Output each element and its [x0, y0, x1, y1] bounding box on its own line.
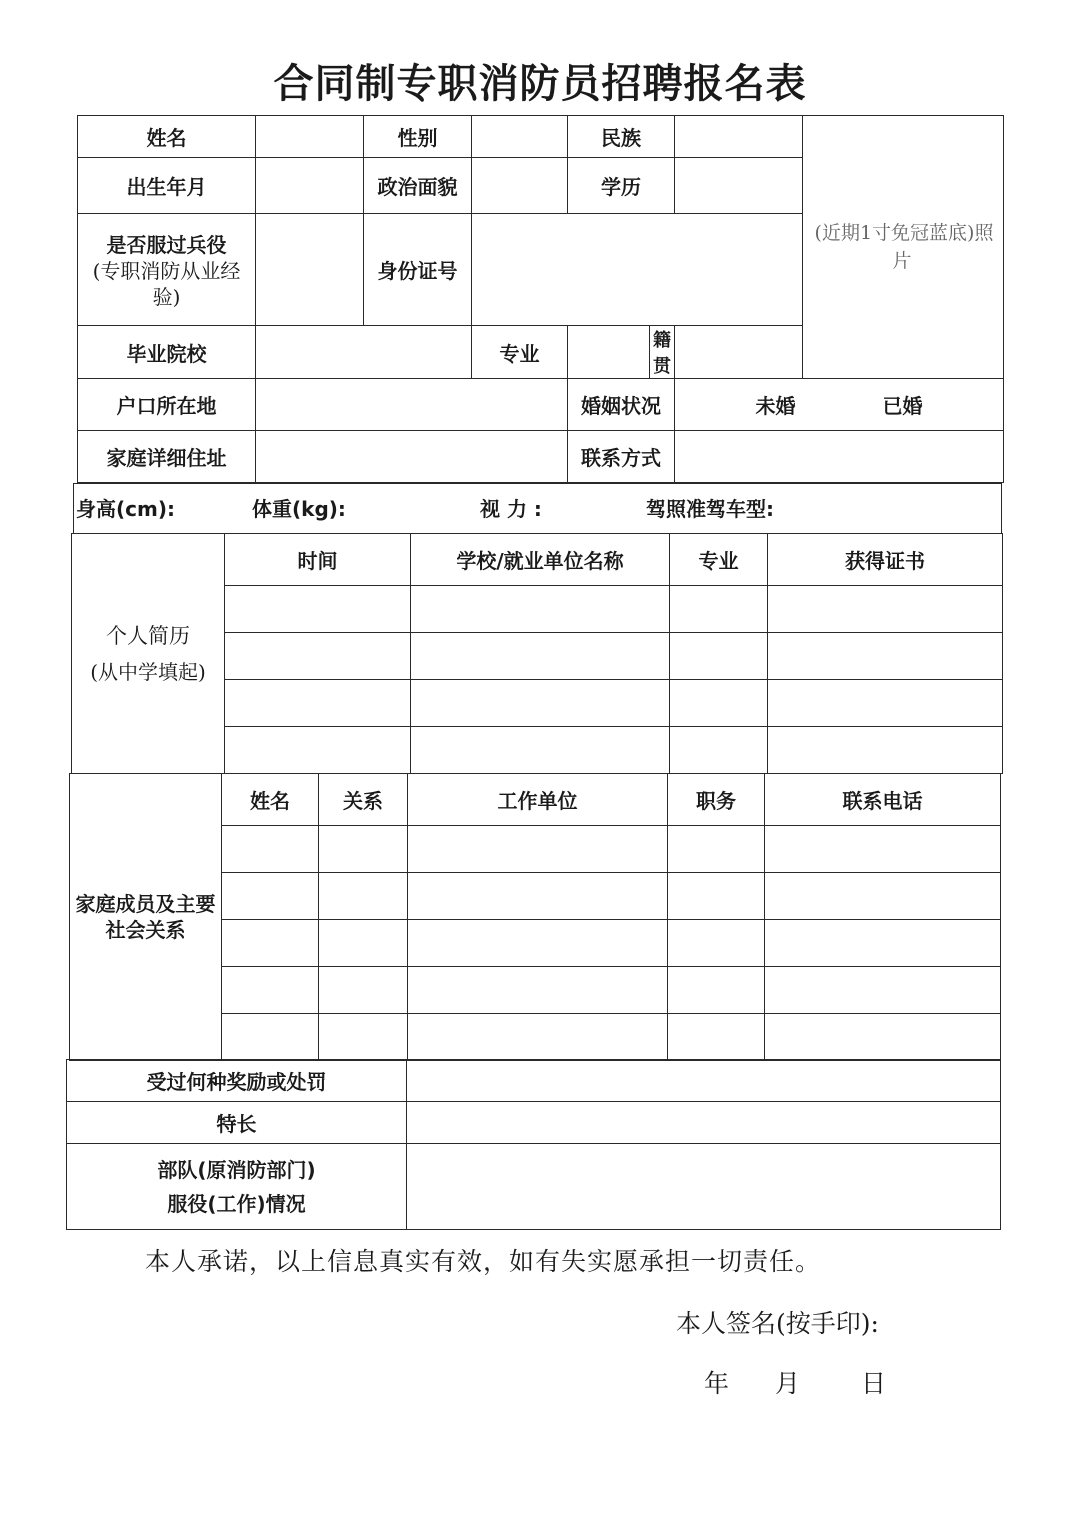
field-service[interactable] — [407, 1144, 1001, 1230]
field-contact[interactable] — [675, 431, 1004, 483]
label-height: 身高(cm): — [76, 497, 175, 521]
label-ethnicity: 民族 — [568, 116, 675, 158]
family-header-employer: 工作单位 — [408, 774, 668, 826]
resume-header-certificate: 获得证书 — [768, 534, 1003, 586]
field-education[interactable] — [675, 158, 803, 214]
measurements-row[interactable] — [74, 484, 1002, 534]
basic-info-table — [77, 115, 1004, 483]
label-specialty: 特长 — [67, 1102, 407, 1144]
label-resume-text: 个人简历 — [106, 623, 190, 648]
field-hukou[interactable] — [256, 379, 568, 431]
field-awards[interactable] — [407, 1060, 1001, 1102]
label-marital: 婚姻状况 — [568, 379, 675, 431]
family-header-phone: 联系电话 — [765, 774, 1001, 826]
label-name: 姓名 — [78, 116, 256, 158]
field-major[interactable] — [568, 326, 650, 379]
label-service — [67, 1144, 407, 1230]
label-military-note: (专职消防从业经验) — [92, 259, 241, 309]
field-ethnicity[interactable] — [675, 116, 803, 158]
field-military[interactable] — [256, 214, 364, 326]
field-specialty[interactable] — [407, 1102, 1001, 1144]
label-gender: 性别 — [364, 116, 472, 158]
photo-label: (近期1寸免冠蓝底)照片 — [814, 222, 994, 272]
label-military — [78, 214, 256, 326]
pledge-text: 本人承诺，以上信息真实有效，如有失实愿承担一切责任。 — [145, 1247, 822, 1276]
label-hukou: 户口所在地 — [78, 379, 256, 431]
field-marital[interactable] — [675, 379, 1004, 431]
label-service-line2: 服役(工作)情况 — [167, 1191, 306, 1216]
option-married[interactable]: 已婚 — [882, 394, 923, 418]
family-header-position: 职务 — [668, 774, 765, 826]
label-awards: 受过何种奖励或处罚 — [67, 1060, 407, 1102]
resume-header-major: 专业 — [670, 534, 768, 586]
form-title: 合同制专职消防员招聘报名表 — [273, 61, 807, 107]
date-year: 年 — [704, 1369, 730, 1398]
field-native-place[interactable] — [675, 326, 803, 379]
label-education: 学历 — [568, 158, 675, 214]
date-month: 月 — [775, 1369, 801, 1398]
photo-box[interactable] — [803, 116, 1004, 379]
label-military-text: 是否服过兵役 — [106, 233, 227, 257]
label-major: 专业 — [472, 326, 568, 379]
extra-info-table — [66, 1059, 1001, 1230]
label-license: 驾照准驾车型: — [646, 497, 774, 521]
label-political: 政治面貌 — [364, 158, 472, 214]
label-birth: 出生年月 — [78, 158, 256, 214]
field-name[interactable] — [256, 116, 364, 158]
signature-label: 本人签名(按手印): — [676, 1309, 879, 1338]
family-header-relation: 关系 — [319, 774, 408, 826]
resume-table — [71, 533, 1003, 774]
label-vision: 视 力 : — [480, 497, 542, 521]
family-table — [69, 773, 1001, 1061]
option-unmarried[interactable]: 未婚 — [755, 394, 796, 418]
label-id-number: 身份证号 — [364, 214, 472, 326]
family-header-name: 姓名 — [222, 774, 319, 826]
date-day: 日 — [861, 1369, 887, 1398]
label-school: 毕业院校 — [78, 326, 256, 379]
measurements-table — [73, 483, 1002, 534]
label-resume-note: (从中学填起) — [90, 659, 206, 684]
label-resume — [72, 534, 225, 774]
field-address[interactable] — [256, 431, 568, 483]
label-contact: 联系方式 — [568, 431, 675, 483]
label-native-place: 籍贯 — [650, 326, 675, 379]
resume-header-school: 学校/就业单位名称 — [411, 534, 670, 586]
label-weight: 体重(kg): — [252, 497, 346, 521]
field-school[interactable] — [256, 326, 472, 379]
field-birth[interactable] — [256, 158, 364, 214]
field-gender[interactable] — [472, 116, 568, 158]
field-id-number[interactable] — [472, 214, 803, 326]
label-family: 家庭成员及主要社会关系 — [70, 774, 222, 1061]
label-service-line1: 部队(原消防部门) — [157, 1157, 316, 1182]
resume-header-time: 时间 — [225, 534, 411, 586]
field-political[interactable] — [472, 158, 568, 214]
label-address: 家庭详细住址 — [78, 431, 256, 483]
